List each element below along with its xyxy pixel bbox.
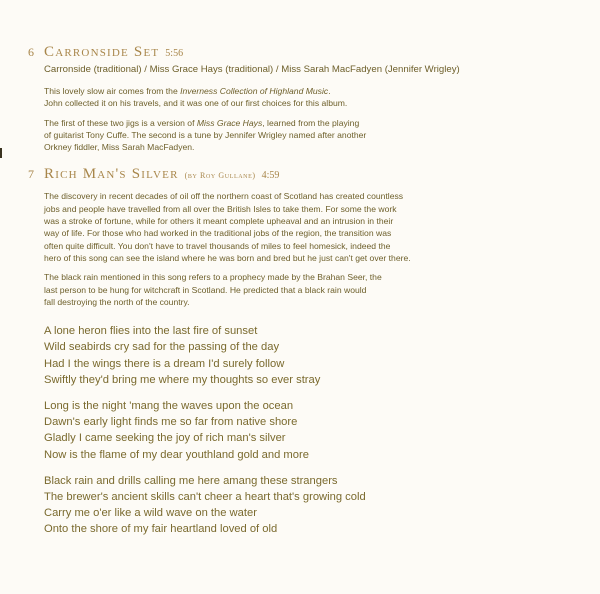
track-duration: 5:56 [165, 48, 184, 59]
note-text: The first of these two jigs is a version of [44, 117, 197, 128]
track-6-heading [28, 44, 588, 61]
note-line: John collected it on his travels, and it was one of our first choices for this album. [44, 98, 348, 109]
note-line: often quite difficult. You don't have to travel thousands of miles to feel homesick, indeed the [44, 240, 391, 251]
lyric-line: Had I the wings there is a dream I'd surely follow [44, 357, 285, 370]
note-text: , learned from the playing [262, 117, 360, 128]
note-line: jobs and people have travelled from all over the British Isles to take them. For some the work [44, 203, 397, 214]
tune-list: Carronside (traditional) / Miss Grace Hays (traditional) / Miss Sarah MacFadyen (Jennifer Wrigley) [44, 64, 460, 75]
lyric-line: A lone heron flies into the last fire of sunset [44, 325, 258, 338]
note-text: This lovely slow air comes from the [44, 86, 181, 96]
lyric-line: Now is the flame of my dear youthland gold and more [44, 448, 309, 461]
note-line: The black rain mentioned in this song refers to a prophecy made by the Brahan Seer, the [44, 272, 382, 283]
collection-title: Inverness Collection of Highland Music [180, 86, 329, 96]
tune-title: Miss Grace Hays [196, 117, 263, 128]
note-line: was a stroke of fortune, while for others it meant complete upheaval and an intrusion in their [44, 216, 394, 227]
track-7-body [44, 190, 588, 537]
note-line: hero of this song can see the island where he was born and bred but he just can't get over there. [44, 252, 411, 263]
lyric-line: Swiftly they'd bring me where my thoughts so ever stray [44, 373, 321, 386]
lyric-line: Wild seabirds cry sad for the passing of the day [44, 341, 280, 354]
note-line: last person to be hung for witchcraft in Scotland. He predicted that a black rain would [44, 284, 367, 295]
lyric-line: Long is the night 'mang the waves upon the ocean [44, 399, 294, 412]
note-line: of guitarist Tony Cuffe. The second is a tune by Jennifer Wrigley named after another [44, 129, 367, 140]
lyric-line: Carry me o'er like a wild wave on the water [44, 507, 257, 520]
track-6-note-2 [44, 117, 588, 154]
note-line: Orkney fiddler, Miss Sarah MacFadyen. [44, 142, 195, 153]
lyrics-verse-3 [44, 473, 588, 538]
note-line: The discovery in recent decades of oil off the northern coast of Scotland has created countless [44, 191, 404, 202]
note-line: way of life. For those who had worked in the traditional jobs of the region, the transition was [44, 228, 392, 239]
booklet-page [28, 44, 588, 538]
track-credit: (by Roy Gullane) [184, 171, 256, 181]
track-7-note-1 [44, 190, 588, 264]
note-text: . [328, 86, 331, 96]
lyrics-verse-1 [44, 323, 588, 388]
track-title: Carronside Set [44, 44, 160, 60]
lyric-line: Black rain and drills calling me here amang these strangers [44, 474, 338, 487]
track-number: 7 [28, 167, 34, 182]
lyric-line: Onto the shore of my fair heartland loved of old [44, 523, 278, 536]
track-number: 6 [28, 45, 34, 59]
lyric-line: Gladly I came seeking the joy of rich man's silver [44, 432, 286, 445]
track-6-body [44, 63, 588, 153]
note-line [44, 85, 588, 97]
track-7-heading [28, 166, 588, 183]
track-7-note-2 [44, 271, 588, 308]
lyric-line: Dawn's early light finds me so far from native shore [44, 416, 298, 429]
lyric-line: The brewer's ancient skills can't cheer a heart that's growing cold [44, 490, 366, 503]
page-edge-mark [0, 148, 2, 158]
lyrics-verse-2 [44, 398, 588, 463]
track-duration: 4:59 [261, 170, 280, 182]
note-line: fall destroying the north of the country. [44, 296, 190, 307]
track-title: Rich Man's Silver [44, 166, 179, 183]
note-line [44, 117, 588, 129]
track-6-note-1 [44, 85, 588, 110]
